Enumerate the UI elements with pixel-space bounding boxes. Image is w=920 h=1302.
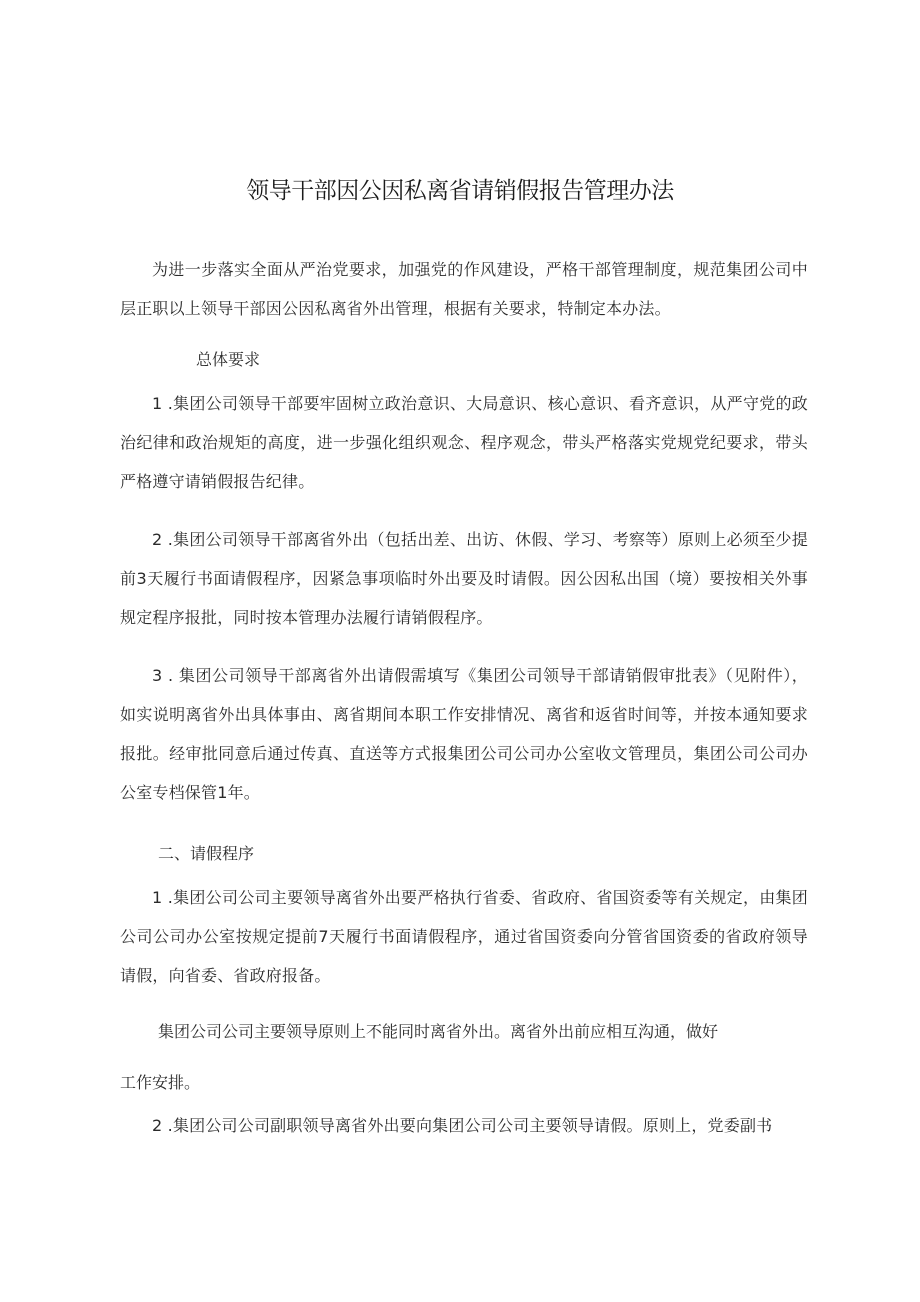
document-title: 领导干部因公因私离省请销假报告管理办法 [246, 178, 674, 204]
paragraph-note-line-2: 工作安排。 [120, 1073, 201, 1092]
section-heading-leave-procedure: 二、请假程序 [158, 844, 255, 863]
paragraph-item-2-1: 1 .集团公司公司主要领导离省外出要严格执行省委、省政府、省国资委等有关规定，由集团公司公司办公室按规定提前7天履行书面请假程序，通过省国资委向分管省国资委的省政府领导请假，向省委、省政府报备。 [120, 888, 808, 985]
intro-paragraph: 为进一步落实全面从严治党要求，加强党的作风建设，严格干部管理制度，规范集团公司中层正职以上领导干部因公因私离省外出管理，根据有关要求，特制定本办法。 [120, 260, 808, 318]
paragraph-item-1-2: 2 .集团公司领导干部离省外出（包括出差、出访、休假、学习、考察等）原则上必须至少提前3天履行书面请假程序，因紧急事项临时外出要及时请假。因公因私出国（境）要按相关外事规定程序报批，同时按本管理办法履行请销假程序。 [120, 530, 808, 627]
section-heading-general: 总体要求 [196, 350, 261, 369]
paragraph-note-line-1: 集团公司公司主要领导原则上不能同时离省外出。离省外出前应相互沟通，做好 [158, 1022, 719, 1041]
paragraph-item-2-2: 2 .集团公司公司副职领导离省外出要向集团公司公司主要领导请假。原则上，党委副书 [152, 1116, 773, 1135]
paragraph-item-1-3: 3 . 集团公司领导干部离省外出请假需填写《集团公司领导干部请销假审批表》（见附件），如实说明离省外出具体事由、离省期间本职工作安排情况、离省和返省时间等，并按本通知要求报批。经审批同意后通过传真、直送等方式报集团公司公司办公室收文管理员，集团公司公司办公室专档保管1年。 [120, 666, 808, 802]
paragraph-item-1-1: 1 .集团公司领导干部要牢固树立政治意识、大局意识、核心意识、看齐意识，从严守党的政治纪律和政治规矩的高度，进一步强化组织观念、程序观念，带头严格落实党规党纪要求，带头严格遵守请销假报告纪律。 [120, 394, 808, 491]
